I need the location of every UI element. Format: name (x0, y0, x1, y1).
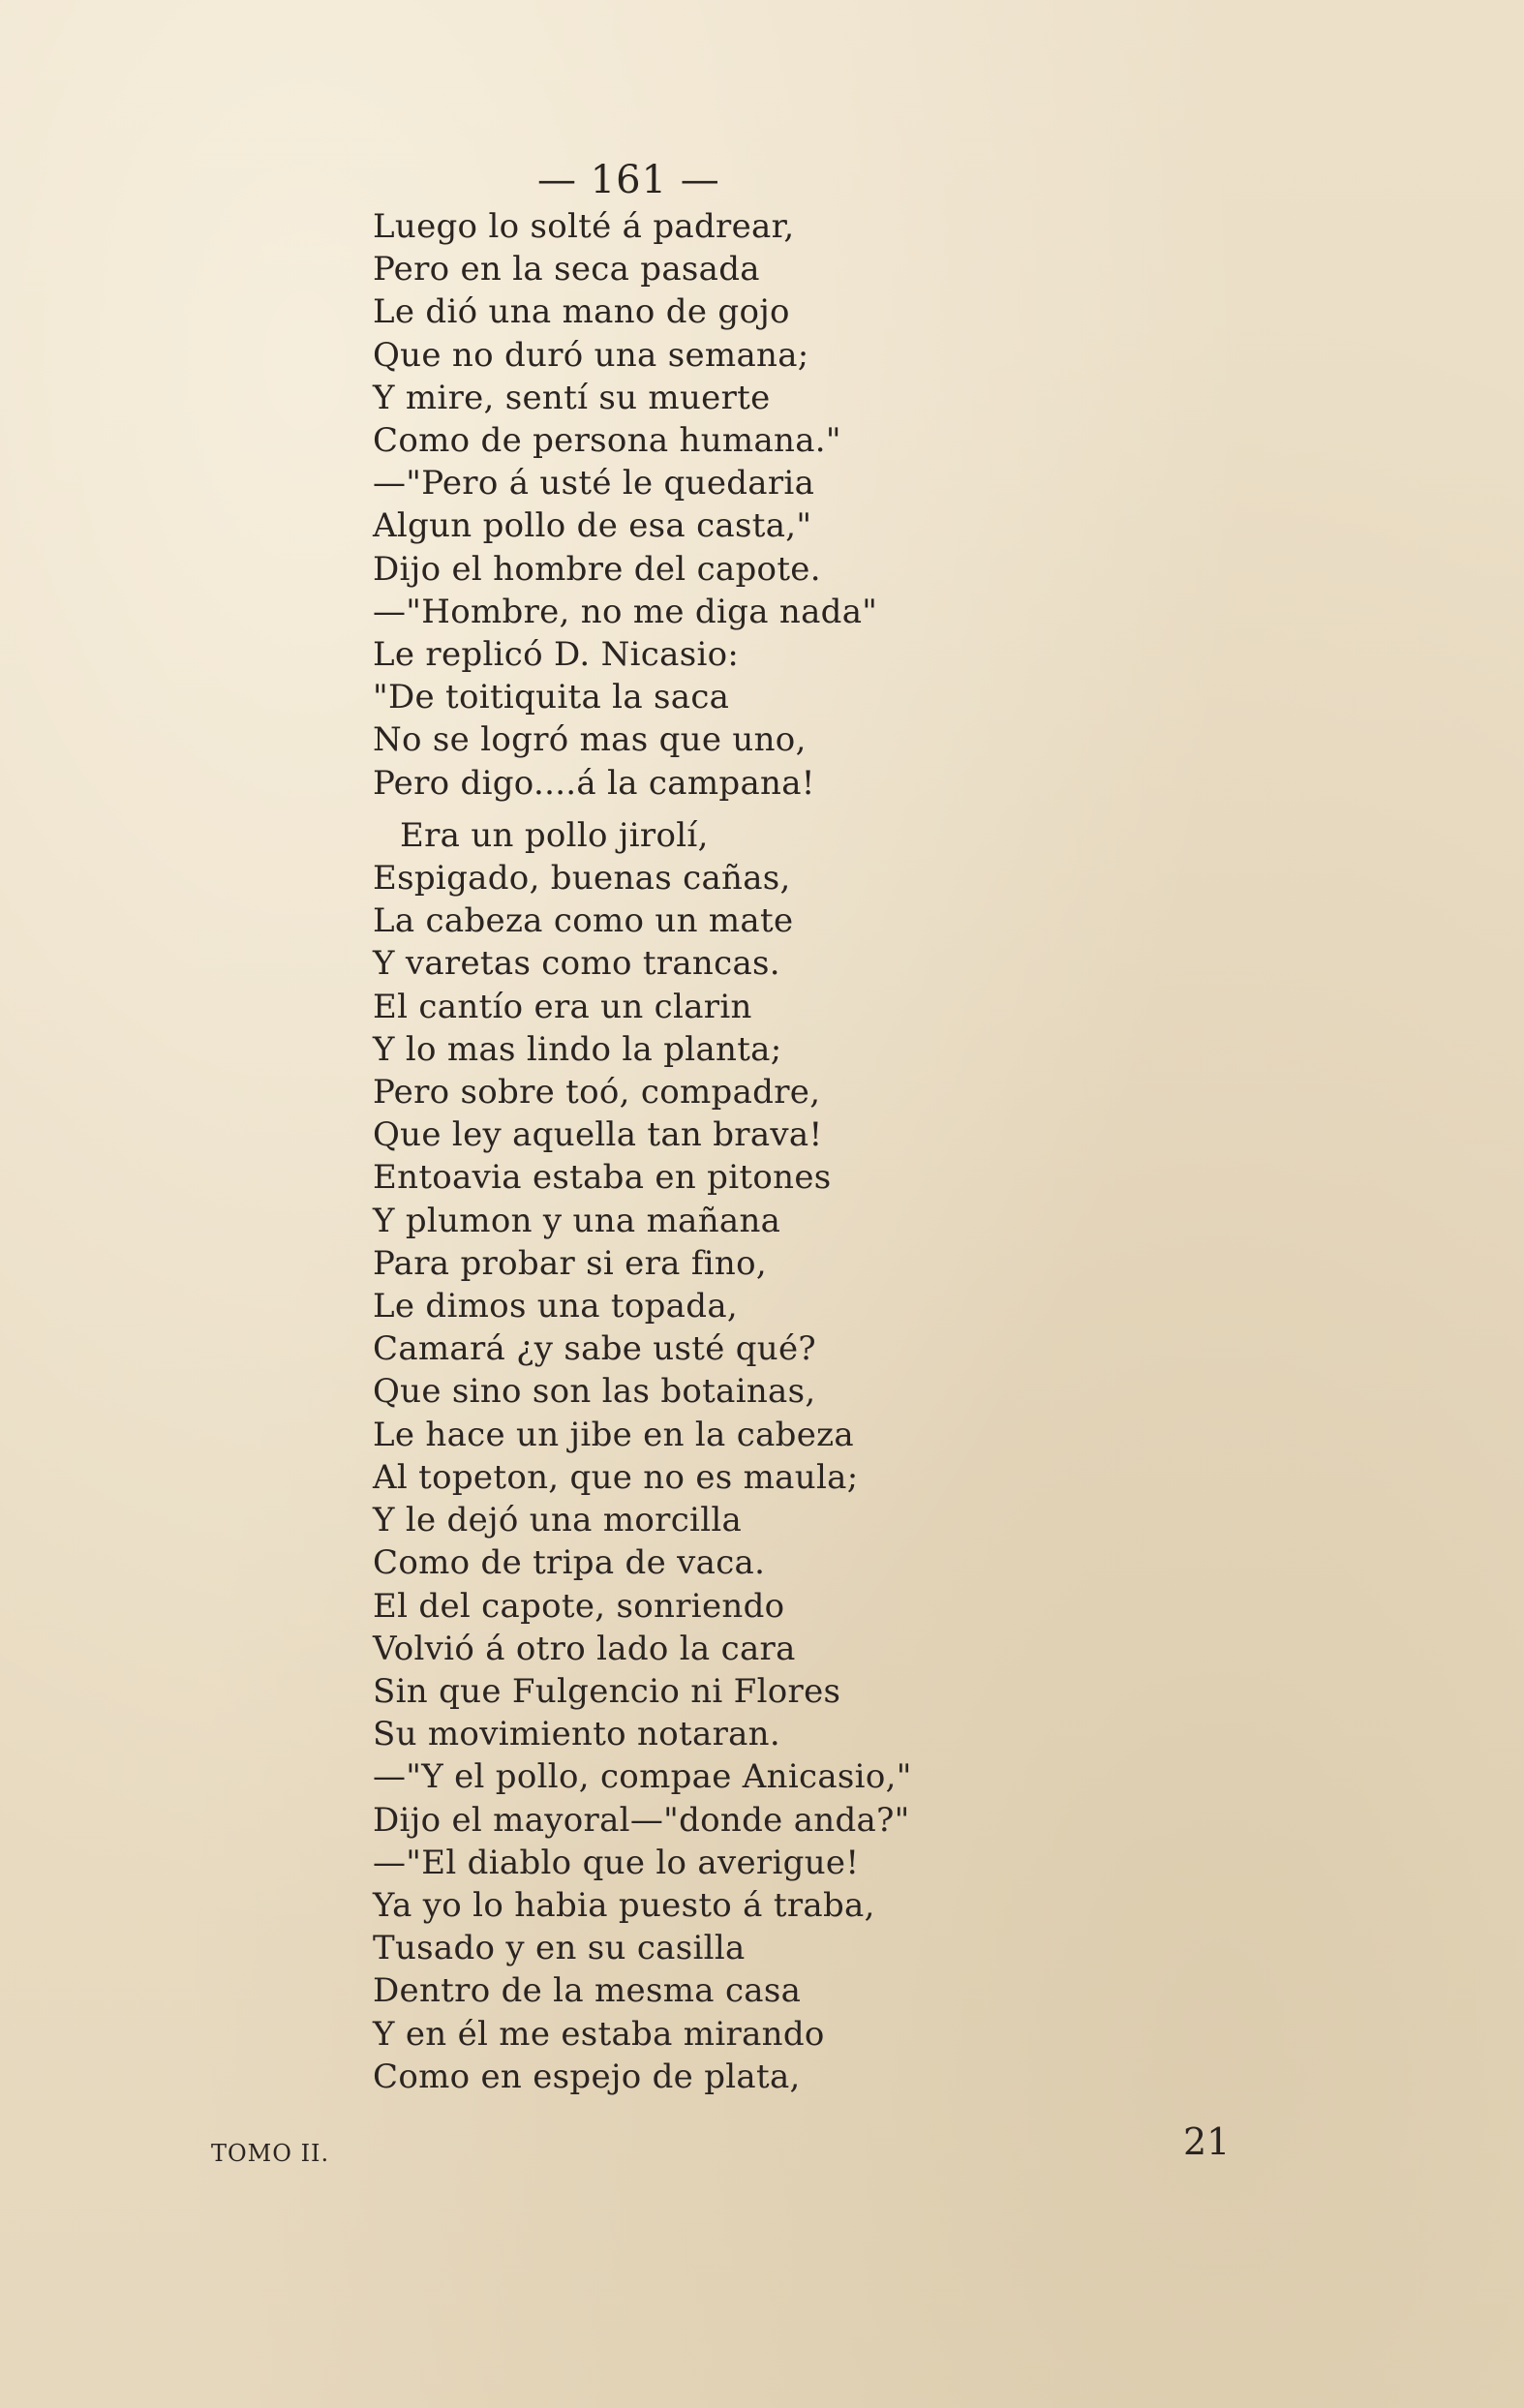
verse-block (373, 205, 1051, 2098)
verse-line: Que ley aquella tan brava! (373, 1115, 823, 1155)
verse-line: Volvió á otro lado la cara (373, 1629, 796, 1668)
verse-line: El cantío era un clarin (373, 987, 752, 1026)
verse-line: Sin que Fulgencio ni Flores (373, 1671, 841, 1711)
verse-line: "De toitiquita la saca (373, 678, 730, 717)
signature-mark: 21 (1183, 2120, 1231, 2163)
verse-line: Ya yo lo habia puesto á traba, (373, 1885, 875, 1925)
verse-line: Luego lo solté á padrear, (373, 207, 795, 246)
verse-line: Su movimiento notaran. (373, 1715, 780, 1754)
verse-line: Pero digo....á la campana! (373, 763, 815, 803)
verse-line: —"Pero á usté le quedaria (373, 464, 815, 503)
verse-line: Entoavia estaba en pitones (373, 1158, 832, 1198)
verse-line: Y plumon y una mañana (373, 1201, 781, 1240)
verse-line: Le dimos una topada, (373, 1287, 738, 1326)
verse-line: Tusado y en su casilla (373, 1929, 746, 1968)
verse-line: Era un pollo jirolí, (400, 815, 709, 855)
verse-line: Dijo el mayoral—"donde anda?" (373, 1800, 910, 1840)
verse-line: La cabeza como un mate (373, 901, 794, 941)
verse-line: Dentro de la mesma casa (373, 1971, 802, 2011)
verse-line: Que no duró una semana; (373, 335, 809, 375)
verse-line: —"Y el pollo, compae Anicasio," (373, 1757, 912, 1797)
page-number: — 161 — (537, 158, 720, 202)
verse-line: Algun pollo de esa casta," (373, 506, 812, 546)
verse-line: El del capote, sonriendo (373, 1586, 785, 1626)
verse-line: Y le dejó una morcilla (373, 1501, 743, 1540)
verse-line: Le replicó D. Nicasio: (373, 635, 740, 675)
verse-line: Y lo mas lindo la planta; (373, 1029, 782, 1069)
verse-line: Camará ¿y sabe usté qué? (373, 1329, 816, 1369)
verse-line: Le hace un jibe en la cabeza (373, 1415, 854, 1454)
verse-line: Y en él me estaba mirando (373, 2014, 825, 2054)
verse-line: Le dió una mano de gojo (373, 292, 790, 332)
verse-line: Como en espejo de plata, (373, 2057, 801, 2096)
verse-line: Pero en la seca pasada (373, 250, 760, 290)
verse-line: —"El diablo que lo averigue! (373, 1843, 860, 1882)
stanza-gap (373, 805, 1051, 814)
verse-line: Como de tripa de vaca. (373, 1543, 766, 1583)
verse-line: Pero sobre toó, compadre, (373, 1073, 821, 1113)
verse-line: Al topeton, que no es maula; (373, 1457, 859, 1497)
verse-line: Como de persona humana." (373, 421, 841, 461)
verse-line: Y mire, sentí su muerte (373, 378, 771, 417)
verse-line: Espigado, buenas cañas, (373, 859, 791, 899)
verse-line: Dijo el hombre del capote. (373, 549, 821, 589)
verse-line: —"Hombre, no me diga nada" (373, 592, 878, 631)
verse-line: Que sino son las botainas, (373, 1372, 816, 1412)
verse-line: No se logró mas que uno, (373, 720, 807, 760)
volume-label: TOMO II. (211, 2140, 330, 2167)
verse-line: Para probar si era fino, (373, 1243, 767, 1283)
verse-line: Y varetas como trancas. (373, 944, 780, 984)
